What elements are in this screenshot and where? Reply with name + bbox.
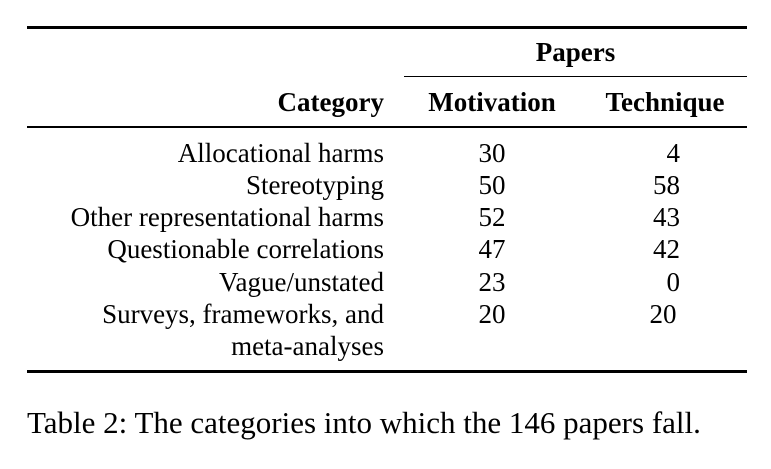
papers-cmidrule — [404, 76, 747, 77]
bottom-rule — [27, 370, 747, 373]
category-cell-continuation: meta-analyses — [231, 331, 384, 361]
motivation-cell: 47 — [478, 234, 506, 264]
technique-cell: 43 — [653, 202, 680, 232]
technique-cell: 58 — [653, 170, 680, 200]
technique-cell: 42 — [653, 234, 680, 264]
papers-group-header: Papers — [535, 37, 616, 67]
motivation-cell: 23 — [478, 267, 506, 297]
category-cell: Allocational harms — [177, 138, 384, 168]
table-caption: Table 2: The categories into which the 146 papers fall. — [27, 405, 701, 440]
technique-cell: 0 — [666, 267, 680, 297]
motivation-cell: 50 — [478, 170, 506, 200]
motivation-cell: 52 — [478, 202, 506, 232]
category-cell: Questionable correlations — [107, 234, 384, 264]
motivation-cell: 20 — [478, 299, 506, 329]
technique-column-header: Technique — [605, 87, 725, 117]
technique-cell: 20 — [649, 299, 677, 329]
category-cell: Other representational harms — [70, 202, 384, 232]
technique-cell: 4 — [666, 138, 680, 168]
top-rule — [27, 26, 747, 29]
category-cell: Surveys, frameworks, and — [102, 299, 384, 329]
motivation-cell: 30 — [478, 138, 506, 168]
motivation-column-header: Motivation — [428, 87, 556, 117]
category-cell: Stereotyping — [246, 170, 384, 200]
header-rule — [27, 126, 747, 128]
category-cell: Vague/unstated — [219, 267, 384, 297]
category-column-header: Category — [277, 87, 384, 117]
